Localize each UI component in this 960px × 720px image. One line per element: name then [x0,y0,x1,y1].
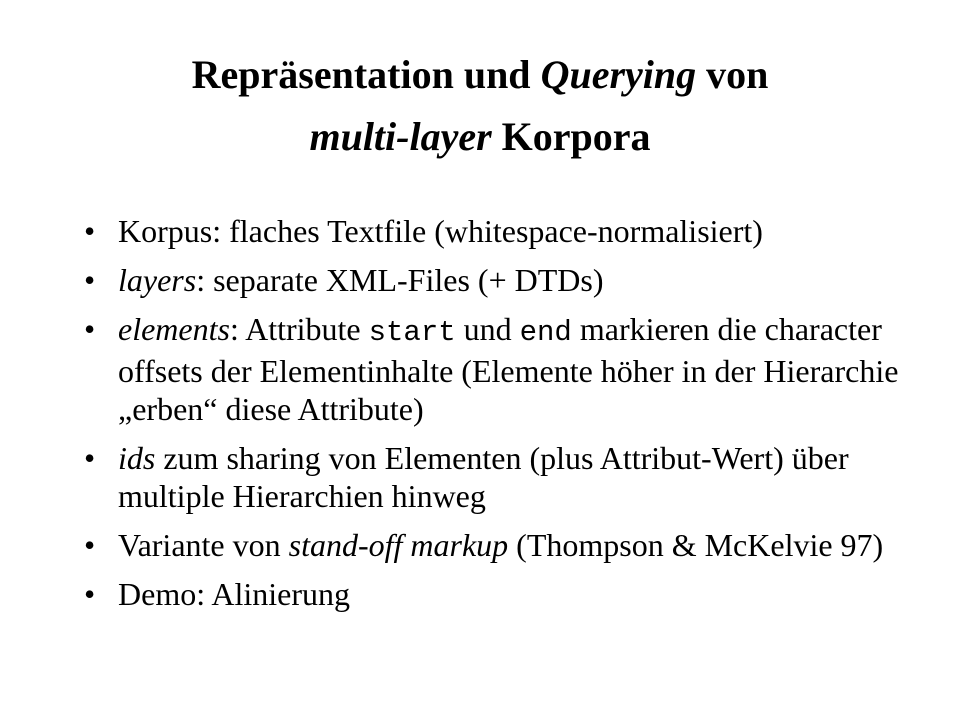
bullet-italic-term: stand-off markup [288,527,509,563]
bullet-dot: • [84,527,96,563]
bullet-text: zum sharing von Elementen (plus Attribut-Wert) über multiple Hierarchien hinweg [118,440,849,514]
bullet-text: Korpus: flaches Textfile (whitespace-normalisiert) [118,213,763,249]
bullet-italic-term: ids [118,440,156,476]
title-line-1 [0,44,960,106]
title-text: von [696,52,769,97]
title-italic-term: Querying [540,52,697,97]
bullet-item-ids [84,439,904,515]
bullet-dot: • [84,213,96,249]
bullet-item-korpus [84,212,904,250]
bullet-italic-term: elements [118,311,230,347]
bullet-text: (Thompson & McKelvie 97) [508,527,884,563]
bullet-text: Variante von [118,527,289,563]
bullet-text: : separate XML-Files (+ DTDs) [196,262,604,298]
bullet-item-demo [84,575,904,613]
bullet-italic-term: layers [118,262,197,298]
bullet-text: Demo: Alinierung [118,576,350,612]
bullet-dot: • [84,262,96,298]
bullet-item-variante [84,526,904,564]
code-end: end [519,316,572,349]
bullet-dot: • [84,576,96,612]
bullet-dot: • [84,311,96,347]
code-start: start [368,316,456,349]
bullet-item-layers [84,261,904,299]
bullet-list [84,212,904,624]
bullet-dot: • [84,440,96,476]
title-line-2 [0,106,960,168]
bullet-text: und [455,311,520,347]
bullet-text: : Attribute [229,311,369,347]
title-text: Korpora [491,114,651,159]
bullet-item-elements [84,310,904,428]
slide-title [0,44,960,168]
title-text: Repräsentation und [191,52,541,97]
title-italic-term: multi-layer [309,114,492,159]
bullet-text: markieren die character offsets der Elementinhalte (Elemente höher in der Hierarchie „erben“ diese Attribute) [118,311,899,427]
